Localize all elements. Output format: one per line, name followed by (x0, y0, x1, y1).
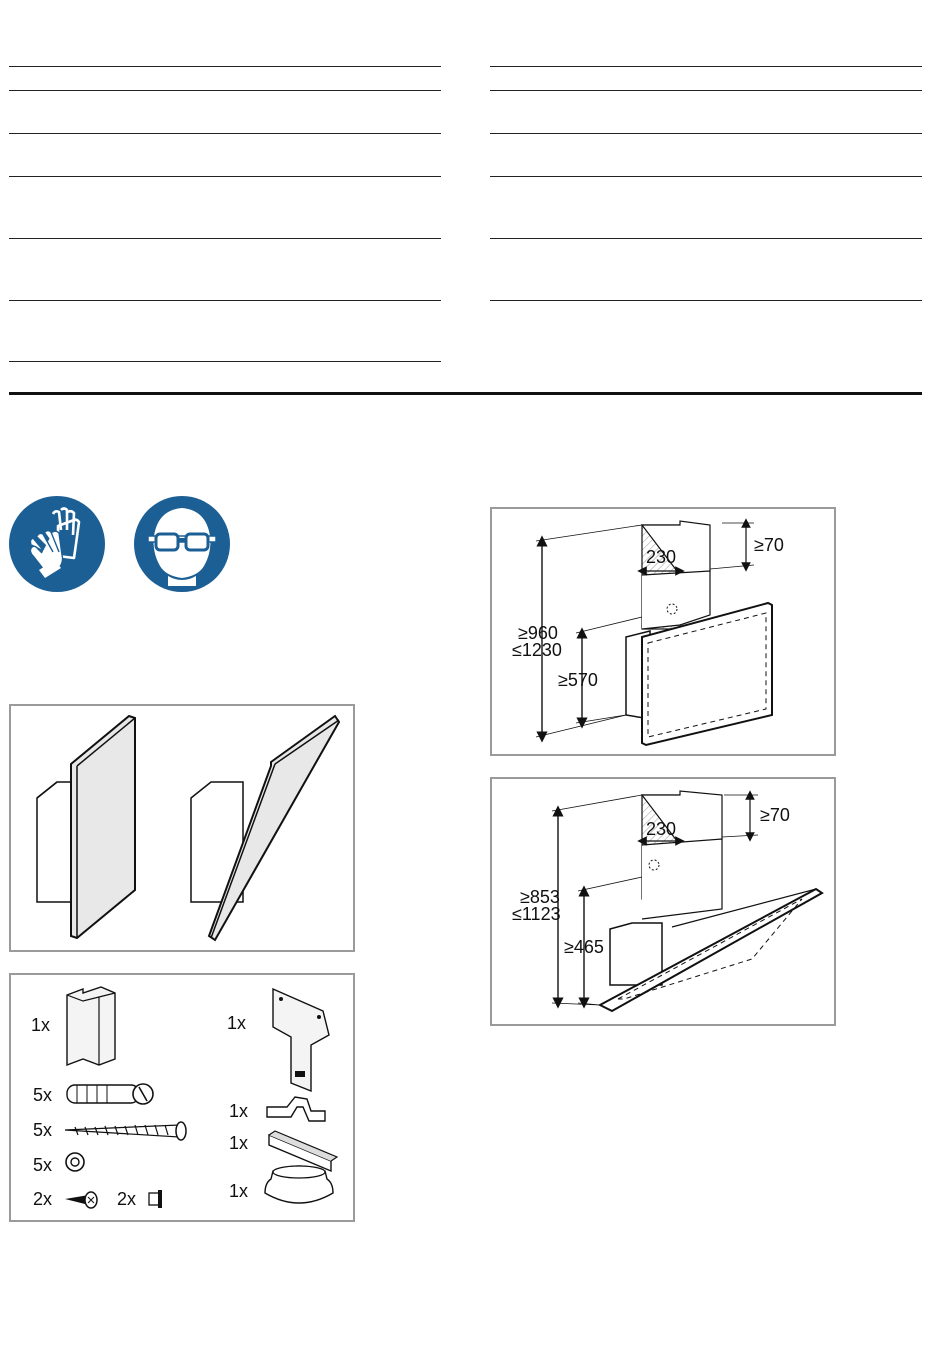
vertical-hood-dimension-drawing (492, 509, 834, 754)
qty-anchors: 5x (33, 1085, 53, 1105)
rule-line (490, 66, 922, 67)
fixing-clip-icon (267, 1097, 325, 1121)
angled-hood-dimensions-panel (490, 777, 836, 1026)
washer-icon (66, 1153, 84, 1171)
qty-bolts: 2x (117, 1189, 137, 1209)
rule-line (9, 300, 441, 301)
vertical-hood-illustration (37, 716, 135, 938)
wood-screw-icon (65, 1122, 186, 1140)
qty-screws: 5x (33, 1120, 53, 1140)
small-screw-icon (65, 1192, 97, 1208)
angled-hood-illustration (191, 716, 339, 940)
dim-total-min: ≥853 (520, 887, 560, 907)
mounting-rail-icon (269, 1131, 337, 1171)
section-divider (9, 392, 922, 395)
rule-line (9, 66, 441, 67)
dim-top-gap: ≥70 (754, 535, 784, 555)
hood-orientation-drawing (11, 706, 353, 950)
dim-hood-height: ≥465 (564, 937, 604, 957)
vertical-hood-dimensions-panel (490, 507, 836, 756)
angled-hood-dimension-drawing (492, 779, 834, 1024)
dim-total-max: ≤1230 (512, 640, 562, 660)
qty-duct-ring: 1x (229, 1181, 249, 1201)
rule-line (490, 300, 922, 301)
dim-total-max: ≤1123 (512, 904, 561, 924)
rule-line (490, 176, 922, 177)
qty-washers: 5x (33, 1155, 53, 1175)
dim-chimney-width: 230 (646, 547, 677, 567)
qty-rail: 1x (229, 1133, 249, 1153)
qty-small-screws: 2x (33, 1189, 53, 1209)
qty-clip: 1x (229, 1101, 249, 1121)
dim-total-min: ≥960 (518, 623, 558, 643)
rule-line (9, 133, 441, 134)
rule-line (9, 176, 441, 177)
duct-ring-icon (265, 1166, 333, 1203)
qty-bracket: 1x (227, 1013, 247, 1033)
mounting-bracket-icon (273, 989, 329, 1091)
wall-anchor-icon (67, 1084, 153, 1104)
rule-line (9, 90, 441, 91)
safety-goggles-icon (134, 496, 230, 592)
chimney-section-icon (67, 987, 115, 1065)
parts-kit-panel (9, 973, 355, 1222)
dim-chimney-width: 230 (646, 819, 677, 839)
mounting-orientation-panel (9, 704, 355, 952)
rule-line (490, 133, 922, 134)
protective-gloves-icon (9, 496, 105, 592)
rule-line (490, 238, 922, 239)
parts-drawing (11, 975, 353, 1220)
dim-hood-height: ≥570 (558, 670, 598, 690)
qty-chimney: 1x (31, 1015, 51, 1035)
rule-line (9, 238, 441, 239)
rule-line (9, 361, 441, 362)
rule-line (490, 90, 922, 91)
bolt-icon (149, 1190, 162, 1208)
dim-top-gap: ≥70 (760, 805, 790, 825)
